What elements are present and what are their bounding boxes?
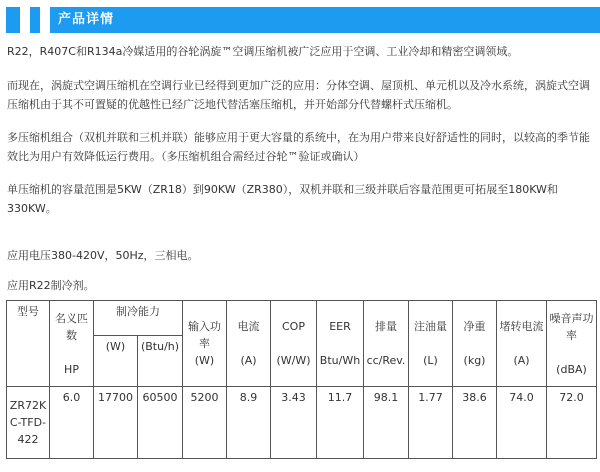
paragraph-voltage: 应用电压380-420V，50Hz，三相电。 (7, 249, 199, 262)
header-noise-unit: (dBA) (556, 362, 587, 376)
cell-current: 8.9 (227, 387, 271, 459)
spec-table (6, 300, 597, 459)
cell-weight: 38.6 (453, 387, 497, 459)
header-cooling-w: (W) (94, 336, 138, 387)
paragraph-refrigerant: 应用R22制冷剂。 (7, 279, 95, 292)
banner-decor-block (20, 7, 30, 33)
table-row (7, 387, 597, 459)
cell-cop: 3.43 (271, 387, 317, 459)
header-current-unit: (A) (240, 354, 257, 367)
header-power-unit: (W) (194, 354, 215, 367)
header-power (183, 301, 227, 387)
header-eer-unit: Btu/Wh (319, 354, 361, 367)
header-current (227, 301, 271, 387)
header-power-label: 输入功率 (188, 320, 221, 350)
header-cooling-btu: (Btu/h) (138, 336, 183, 387)
header-current-label: 电流 (237, 320, 260, 333)
header-hp-unit: HP (64, 362, 79, 376)
banner-decor-block (40, 7, 50, 33)
banner-bar (6, 7, 600, 33)
header-displacement-label: 排量 (375, 320, 397, 333)
cell-lra: 74.0 (497, 387, 547, 459)
paragraph-application: 而现在，涡旋式空调压缩机在空调行业已经得到更加广泛的应用：分体空调、屋顶机、单元机以及冷水系统，涡旋式空调压缩机由于其不可置疑的优越性已经广泛地代替活塞压缩机，并开始部分代替螺杆式压缩机。 (7, 79, 590, 111)
cell-model: ZR72KC-TFD-422 (7, 387, 50, 459)
header-eer (317, 301, 364, 387)
section-title: 产品详情 (58, 12, 115, 27)
cell-cooling-w: 17700 (94, 387, 138, 459)
header-lra-unit: (A) (513, 354, 530, 367)
cell-eer: 11.7 (317, 387, 364, 459)
header-hp (50, 301, 94, 387)
paragraph-intro: R22，R407C和R134a冷媒适用的谷轮涡旋™空调压缩机被广泛应用于空调、工业冷却和精密空调领域。 (7, 45, 519, 58)
header-cop-unit: (W/W) (276, 354, 311, 367)
cell-displacement: 98.1 (364, 387, 409, 459)
header-cooling: 制冷能力 (94, 301, 183, 336)
header-noise (547, 301, 597, 387)
cell-noise: 72.0 (547, 387, 597, 459)
paragraph-multi-compressor: 多压缩机组合（双机并联和三机并联）能够应用于更大容量的系统中，在为用户带来良好舒适性的同时，以较高的季节能效比为用户有效降低运行费用。（多压缩机组合需经过谷轮™验证或确认） (7, 131, 590, 163)
cell-oil: 1.77 (409, 387, 453, 459)
paragraph-capacity: 单压缩机的容量范围是5KW（ZR18）到90KW（ZR380），双机并联和三级并联后容量范围更可拓展至180KW和330KW。 (7, 183, 558, 215)
header-displacement-unit: cc/Rev. (366, 354, 406, 367)
header-lra-label: 堵转电流 (499, 320, 544, 333)
cell-cooling-btu: 60500 (138, 387, 183, 459)
section-banner (0, 0, 600, 36)
header-displacement (364, 301, 409, 387)
header-oil (409, 301, 453, 387)
table-header-row (7, 301, 597, 336)
header-lra (497, 301, 547, 387)
header-weight-unit: (kg) (463, 354, 486, 367)
cell-hp: 6.0 (50, 387, 94, 459)
header-noise-label: 噪音声功率 (549, 311, 594, 342)
header-weight-label: 净重 (463, 320, 486, 333)
header-oil-unit: (L) (423, 354, 438, 367)
header-model: 型号 (7, 301, 50, 387)
header-weight (453, 301, 497, 387)
cell-power: 5200 (183, 387, 227, 459)
header-hp-label: 名义匹数 (55, 311, 88, 342)
header-cop (271, 301, 317, 387)
header-cop-label: COP (282, 320, 305, 333)
header-oil-label: 注油量 (414, 320, 447, 333)
header-eer-label: EER (329, 320, 351, 333)
